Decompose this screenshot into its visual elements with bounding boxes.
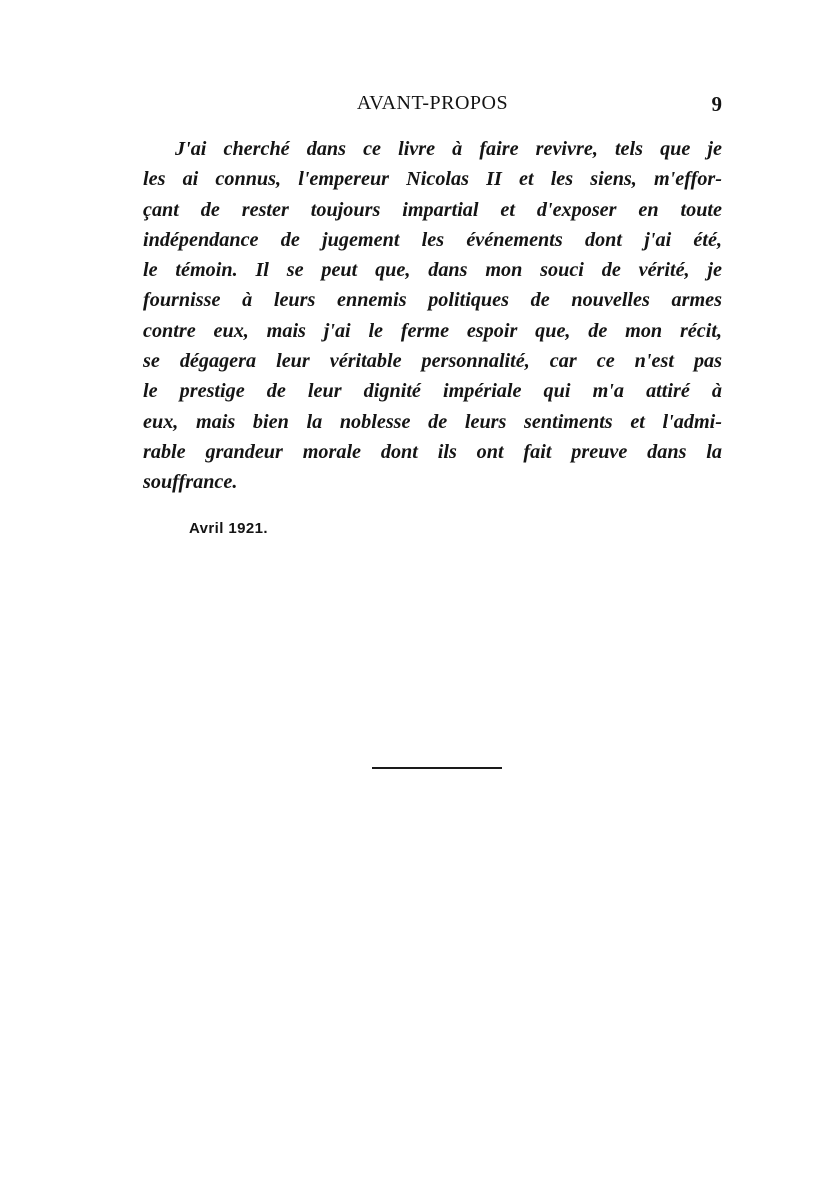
text-line: le prestige de leur dignité impériale qui m'a attiré à [143, 380, 722, 403]
text-line: fournisse à leurs ennemis politiques de nouvelles armes [143, 289, 722, 312]
text-line: indépendance de jugement les événements dont j'ai été, [143, 228, 722, 251]
running-title: AVANT-PROPOS [356, 92, 509, 114]
text-line: les ai connus, l'empereur Nicolas II et les siens, m'effor- [143, 168, 722, 191]
text-line: rable grandeur morale dont ils ont fait preuve dans la [143, 440, 722, 463]
text-line: çant de rester toujours impartial et d'exposer en toute [143, 198, 722, 221]
text-line: eux, mais bien la noblesse de leurs sentiments et l'admi- [143, 410, 722, 433]
page-number: 9 [711, 92, 722, 116]
text-line: le témoin. Il se peut que, dans mon souci de vérité, je [143, 259, 722, 282]
dateline: Avril 1921. [189, 520, 268, 537]
running-header [143, 92, 722, 122]
text-line: contre eux, mais j'ai le ferme espoir que, de mon récit, [143, 319, 722, 342]
text-line: souffrance. [143, 471, 238, 494]
body-paragraph [143, 134, 722, 498]
text-line: J'ai cherché dans ce livre à faire revivre, tels que je [175, 138, 722, 160]
end-divider [372, 767, 502, 769]
text-line: se dégagera leur véritable personnalité, car ce n'est pas [143, 350, 722, 373]
